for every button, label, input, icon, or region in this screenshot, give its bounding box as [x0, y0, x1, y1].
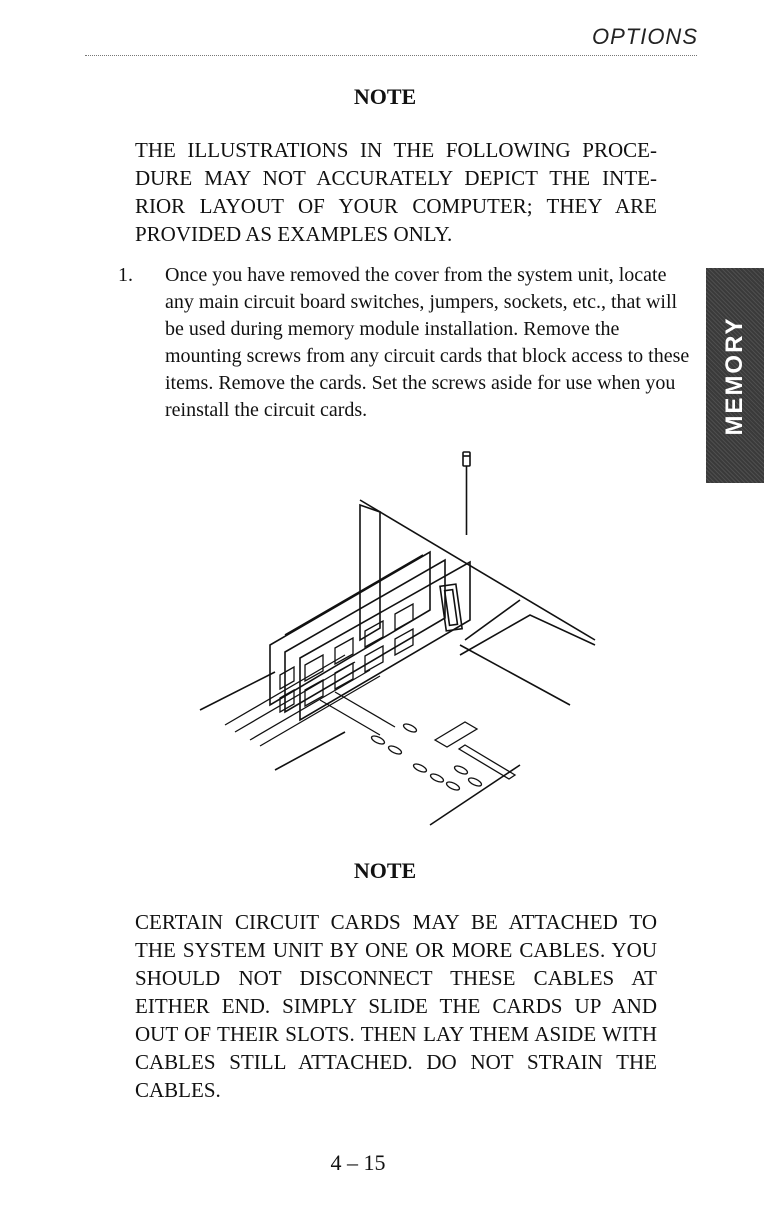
note-title-1: NOTE — [353, 84, 417, 109]
mounting-screw-icon — [463, 452, 470, 535]
circuit-card-illustration — [195, 440, 605, 835]
note-title-2: NOTE — [353, 858, 417, 883]
step-number: 1. — [118, 264, 133, 286]
note-body-1: THE ILLUSTRATIONS IN THE FOLLOWING PROCE-DURE MAY NOT ACCURATELY DEPICT THE INTE-RIOR LAYOUT OF YOUR COMPUTER; THEY ARE PROVIDED AS EXAMPLES ONLY. — [135, 138, 657, 246]
note-body-2: CERTAIN CIRCUIT CARDS MAY BE ATTACHED TO THE SYSTEM UNIT BY ONE OR MORE CABLES. YOU SHOULD NOT DISCONNECT THESE CABLES AT EITHER END. SIMPLY SLIDE THE CARDS UP AND OUT OF THEIR SLOTS. THEN LAY THEM ASIDE WITH CABLES STILL ATTACHED. DO NOT STRAIN THE CABLES. — [135, 910, 657, 1102]
header-rule — [85, 55, 697, 56]
section-header: OPTIONS — [591, 24, 698, 49]
memory-section-tab — [706, 268, 764, 483]
page-number: 4 – 15 — [330, 1150, 386, 1175]
expansion-slots — [225, 655, 395, 746]
jumper-block — [435, 722, 515, 779]
step-text: Once you have removed the cover from the system unit, locate any main circuit board switches, jumpers, sockets, etc., that will be used during memory module installation. Remove the mounting screws from any circuit cards that block access to these items. Remove the cards. Set the screws aside for use when you reinstall the circuit cards. — [165, 264, 690, 421]
side-tab-label: MEMORY — [721, 315, 748, 436]
rear-bracket — [360, 505, 380, 640]
memory-sockets — [370, 722, 482, 791]
